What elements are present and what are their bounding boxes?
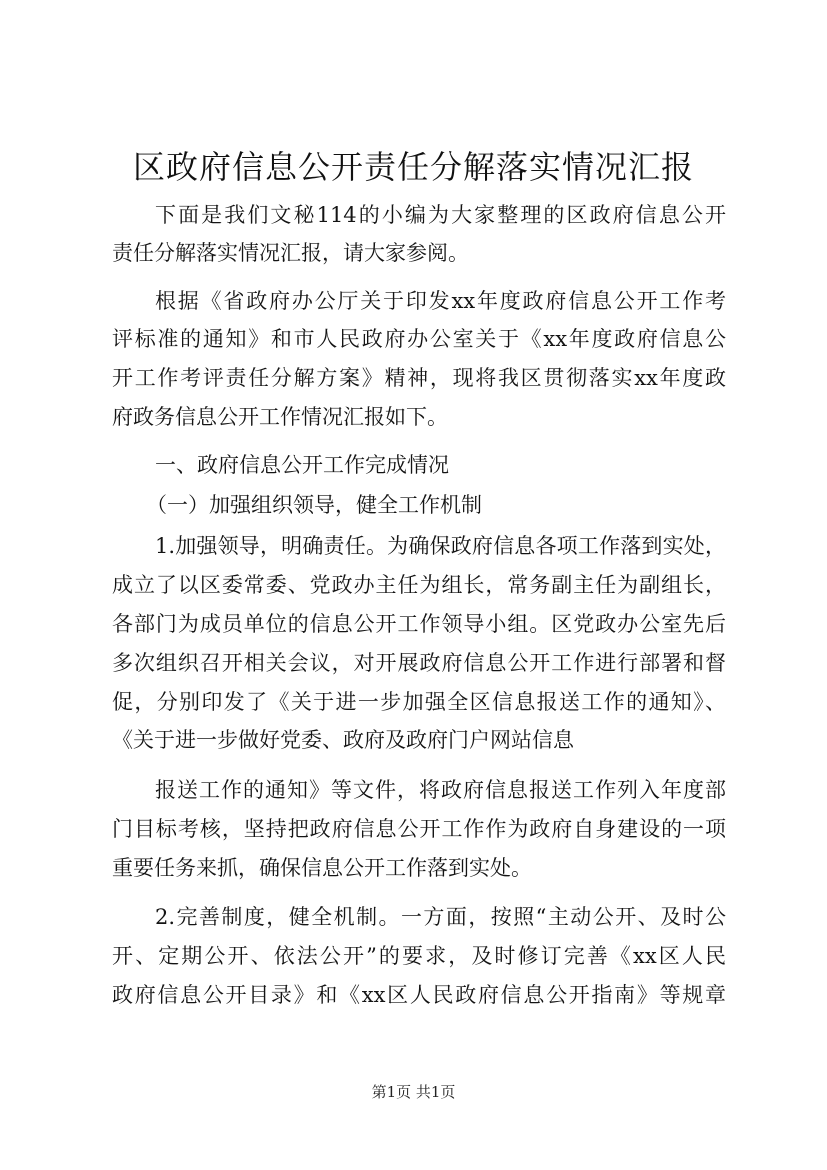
body-line-13: 促，分别印发了《关于进一步加强全区信息报送工作的通知》、 — [112, 690, 726, 714]
body-line-20: 政府信息公开目录》和《xx区人民政府信息公开指南》等规章 — [112, 983, 726, 1007]
body-line-1: 下面是我们文秘114的小编为大家整理的区政府信息公开 — [155, 203, 726, 227]
page-footer: 第1页 共1页 — [371, 1083, 456, 1101]
body-line-14: 《关于进一步做好党委、政府及政府门户网站信息 — [112, 728, 574, 752]
body-line-10: 成立了以区委常委、党政办主任为组长，常务副主任为副组长， — [112, 573, 726, 597]
body-line-16: 门目标考核，坚持把政府信息公开工作作为政府自身建设的一项 — [112, 817, 726, 841]
subsection-heading: （一）加强组织领导，健全工作机制 — [146, 493, 482, 517]
body-line-19: 开、定期公开、依法公开”的要求，及时修订完善《xx区人民 — [112, 944, 726, 968]
body-line-15: 报送工作的通知》等文件，将政府信息报送工作列入年度部 — [155, 778, 726, 802]
body-line-18: 2.完善制度，健全机制。一方面，按照“主动公开、及时公 — [155, 905, 726, 929]
document-title: 区政府信息公开责任分解落实情况汇报 — [132, 148, 694, 186]
body-line-3: 根据《省政府办公厅关于印发xx年度政府信息公开工作考 — [155, 289, 726, 313]
body-line-5: 开工作考评责任分解方案》精神，现将我区贯彻落实xx年度政 — [112, 366, 726, 390]
body-line-2: 责任分解落实情况汇报，请大家参阅。 — [112, 241, 469, 265]
body-line-4: 评标准的通知》和市人民政府办公室关于《xx年度政府信息公 — [112, 327, 726, 351]
body-line-9: 1.加强领导，明确责任。为确保政府信息各项工作落到实处， — [155, 534, 726, 558]
body-line-12: 多次组织召开相关会议，对开展政府信息公开工作进行部署和督 — [112, 651, 726, 675]
body-line-11: 各部门为成员单位的信息公开工作领导小组。区党政办公室先后 — [112, 612, 726, 636]
body-line-6: 府政务信息公开工作情况汇报如下。 — [112, 405, 448, 429]
section-heading: 一、政府信息公开工作完成情况 — [155, 453, 449, 477]
body-line-17: 重要任务来抓，确保信息公开工作落到实处。 — [112, 856, 532, 880]
